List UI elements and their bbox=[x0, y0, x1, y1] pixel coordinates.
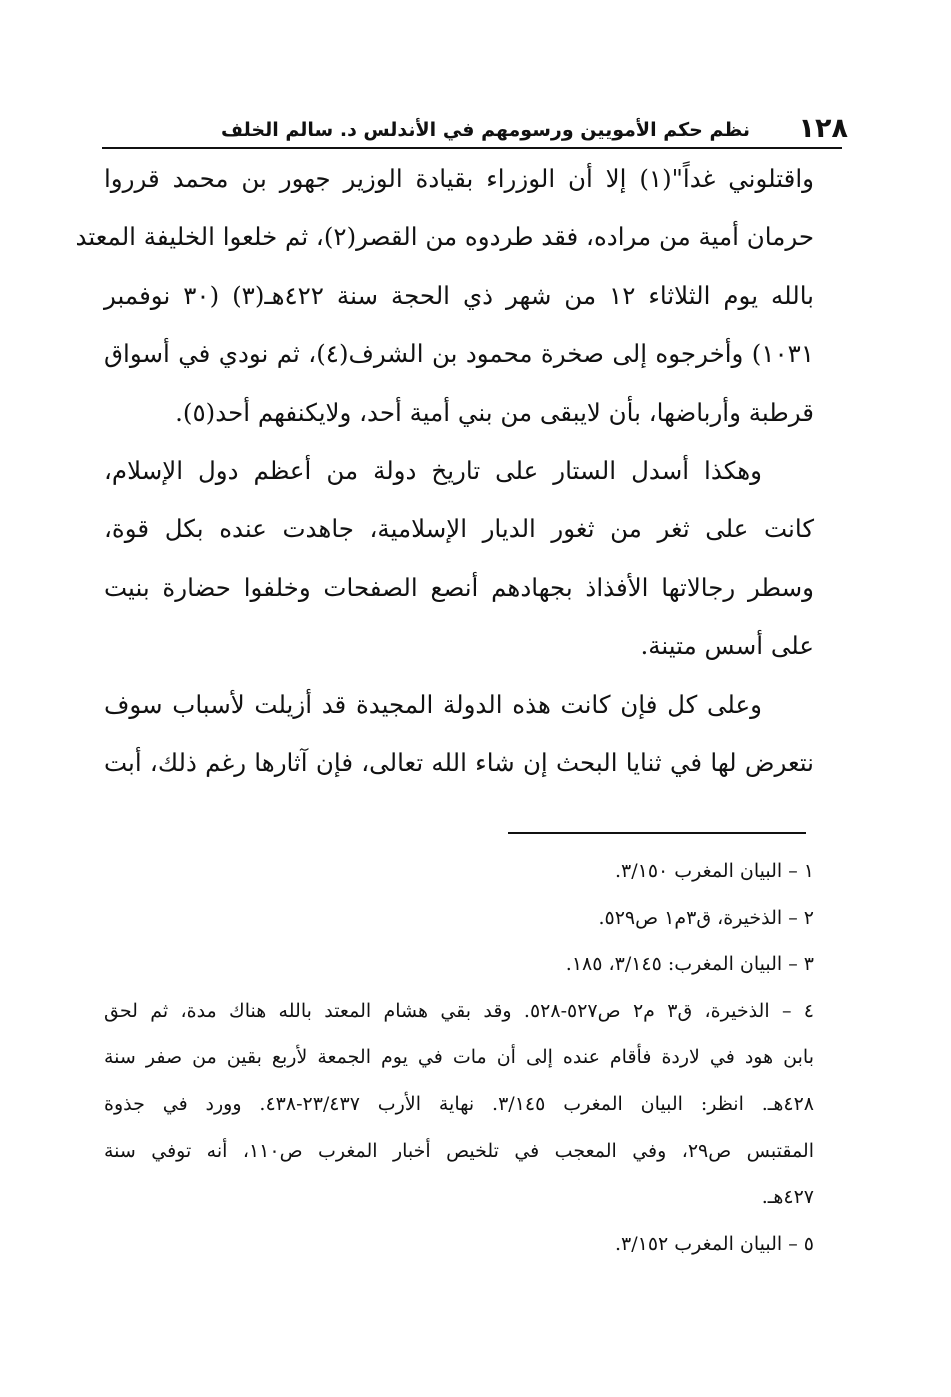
footnote-line: ٤٢٧هـ. bbox=[761, 1186, 814, 1209]
body-line: على أسس متينة. bbox=[640, 631, 814, 661]
body-line: وسطر رجالاتها الأفذاذ بجهادهم أنصع الصفحات وخلفوا حضارة بنيت bbox=[104, 572, 814, 602]
body-line: بالله يوم الثلاثاء ١٢ من شهر ذي الحجة سنة ٤٢٢هـ(٣) (٣٠ نوفمبر bbox=[104, 280, 814, 310]
body-text bbox=[75, 150, 814, 792]
footnote-line: بابن هود في لاردة فأقام عنده إلى أن مات في يوم الجمعة لأربع بقين من صفر سنة bbox=[104, 1046, 814, 1069]
body-line: كانت على ثغر من ثغور الديار الإسلامية، جاهدت عنده بكل قوة، bbox=[104, 514, 814, 544]
header-rule bbox=[102, 147, 842, 149]
footnote-line: ١ – البيان المغرب ٣/١٥٠. bbox=[614, 860, 814, 882]
running-title: نظم حكم الأمويين ورسومهم في الأندلس د. سالم الخلف bbox=[221, 119, 750, 141]
body-line: حرمان أمية من مراده، فقد طردوه من القصر(٢)، ثم خلعوا الخليفة المعتد bbox=[75, 222, 814, 252]
footnote-line: ٢ – الذخيرة، ق٣م١ ص٥٢٩. bbox=[598, 906, 814, 929]
page-header bbox=[100, 112, 848, 148]
footnote-line: المقتبس ص٢٩، وفي المعجب في تلخيص أخبار المغرب ص١١٠، أنه توفي سنة bbox=[104, 1139, 814, 1162]
footnote-line: ٤٢٨هـ. انظر: البيان المغرب ٣/١٤٥. نهاية الأرب ٢٣/٤٣٧-٤٣٨. وورد في جذوة bbox=[104, 1092, 814, 1115]
body-line: وهكذا أسدل الستار على تاريخ دولة من أعظم دول الإسلام، bbox=[104, 455, 762, 485]
body-line: واقتلوني غداً"(١) إلا أن الوزراء بقيادة الوزير جهور بن محمد قرروا bbox=[104, 164, 814, 193]
footnote-line: ٤ – الذخيرة، ق٣ م٢ ص٥٢٧-٥٢٨. وقد بقي هشام المعتد بالله هناك مدة، ثم لحق bbox=[104, 999, 814, 1022]
body-line: وعلى كل فإن كانت هذه الدولة المجيدة قد أزيلت لأسباب سوف bbox=[104, 689, 762, 719]
footnotes bbox=[104, 848, 814, 1267]
body-line: نتعرض لها في ثنايا البحث إن شاء الله تعالى، فإن آثارها رغم ذلك، أبت bbox=[104, 747, 814, 777]
footnote-line: ٥ – البيان المغرب ٣/١٥٢. bbox=[614, 1232, 814, 1255]
footnote-line: ٣ – البيان المغرب: ٣/١٤٥، ١٨٥. bbox=[565, 953, 814, 976]
footnote-rule bbox=[508, 832, 806, 834]
body-line: قرطبة وأرباضها، بأن لايبقى من بني أمية أحد، ولايكنفهم أحد(٥). bbox=[175, 397, 814, 427]
body-line: ١٠٣١) وأخرجوه إلى صخرة محمود بن الشرف(٤)، ثم نودي في أسواق bbox=[104, 339, 814, 369]
page-number: ١٢٨ bbox=[798, 113, 848, 144]
